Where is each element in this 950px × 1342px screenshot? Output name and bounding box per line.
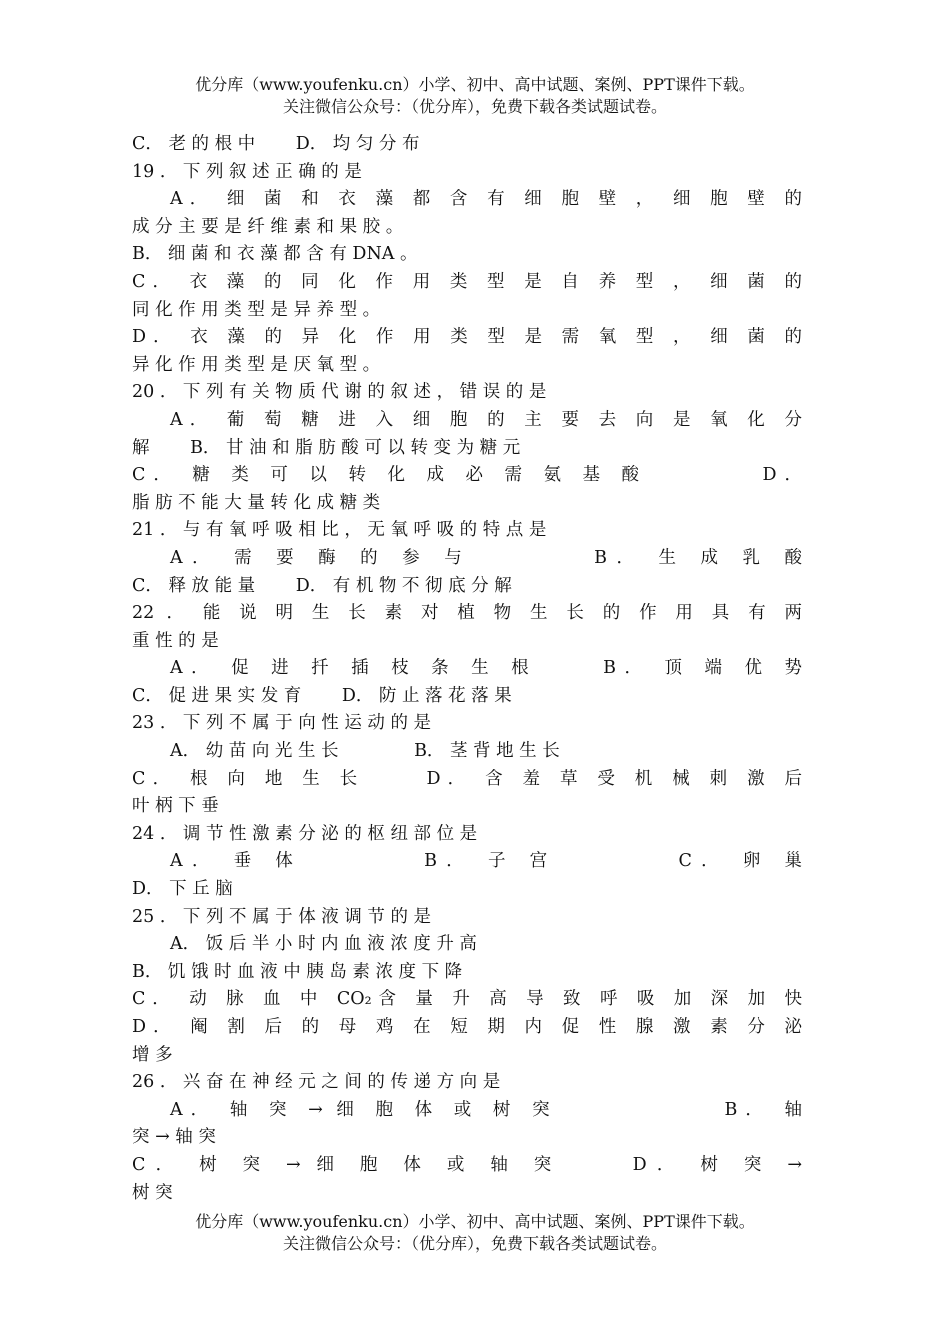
text-line: A． 垂 体 B． 子 宫 C． 卵 巢 xyxy=(170,851,802,872)
page-header xyxy=(0,74,950,118)
text-line: C． 衣 藻 的 同 化 作 用 类 型 是 自 养 型 ， 细 菌 的 xyxy=(132,271,802,292)
text-line: D． 阉 割 后 的 母 鸡 在 短 期 内 促 性 腺 激 素 分 泌 xyxy=(132,1017,802,1037)
text-line: 树 突 xyxy=(132,1182,173,1203)
text-line: 异 化 作 用 类 型 是 厌 氧 型 。 xyxy=(132,354,381,375)
text-line: 20 ． 下 列 有 关 物 质 代 谢 的 叙 述 ， 错 误 的 是 xyxy=(132,382,547,403)
header-line-1: 优分库（www.youfenku.cn）小学、初中、高中试题、案例、PPT课件下载。 xyxy=(195,75,755,94)
text-line: 23 ． 下 列 不 属 于 向 性 运 动 的 是 xyxy=(132,713,432,734)
text-line: 同 化 作 用 类 型 是 异 养 型 。 xyxy=(132,299,381,320)
text-line: B． 细 菌 和 衣 藻 都 含 有 DNA 。 xyxy=(132,244,418,265)
text-line: 成 分 主 要 是 纤 维 素 和 果 胶 。 xyxy=(132,216,404,237)
text-line: D． 下 丘 脑 xyxy=(132,879,233,900)
text-line: A． 细 菌 和 衣 藻 都 含 有 细 胞 壁 ， 细 胞 壁 的 xyxy=(170,189,802,210)
text-line: B． 饥 饿 时 血 液 中 胰 岛 素 浓 度 下 降 xyxy=(132,961,463,982)
text-line: A． 葡 萄 糖 进 入 细 胞 的 主 要 去 向 是 氧 化 分 xyxy=(170,409,802,430)
text-line: 26 ． 兴 奋 在 神 经 元 之 间 的 传 递 方 向 是 xyxy=(132,1072,501,1093)
text-line: 24 ． 调 节 性 激 素 分 泌 的 枢 纽 部 位 是 xyxy=(132,823,478,844)
header-line-2: 关注微信公众号：（优分库），免费下载各类试题试卷。 xyxy=(282,97,667,116)
text-line: C． 动 脉 血 中 CO₂含 量 升 高 导 致 呼 吸 加 深 加 快 xyxy=(132,989,802,1010)
question-body xyxy=(132,131,802,1207)
text-line: 19 ． 下 列 叙 述 正 确 的 是 xyxy=(132,161,362,182)
text-line: 21 ． 与 有 氧 呼 吸 相 比 ， 无 氧 呼 吸 的 特 点 是 xyxy=(132,520,547,541)
text-line: 22 ． 能 说 明 生 长 素 对 植 物 生 长 的 作 用 具 有 两 xyxy=(132,603,802,624)
text-line: C． 促 进 果 实 发 育 D． 防 止 落 花 落 果 xyxy=(132,685,512,706)
text-line: C． 老 的 根 中 D． 均 匀 分 布 xyxy=(132,134,420,154)
text-line: 突 → 轴 突 xyxy=(132,1127,216,1148)
text-line: A． 饭 后 半 小 时 内 血 液 浓 度 升 高 xyxy=(170,934,477,955)
footer-line-1: 优分库（www.youfenku.cn）小学、初中、高中试题、案例、PPT课件下载。 xyxy=(195,1212,755,1231)
footer-line-2: 关注微信公众号：（优分库），免费下载各类试题试卷。 xyxy=(282,1234,667,1253)
text-line: 叶 柄 下 垂 xyxy=(132,796,219,817)
text-line: D． 衣 藻 的 异 化 作 用 类 型 是 需 氧 型 ， 细 菌 的 xyxy=(132,327,802,348)
text-line: C． 释 放 能 量 D． 有 机 物 不 彻 底 分 解 xyxy=(132,575,512,596)
text-line: C． 糖 类 可 以 转 化 成 必 需 氨 基 酸 D． xyxy=(132,465,802,486)
text-line: A． 幼 苗 向 光 生 长 B． 茎 背 地 生 长 xyxy=(170,741,560,762)
text-line: A． 需 要 酶 的 参 与 B． 生 成 乳 酸 xyxy=(170,547,802,568)
text-line: A． 轴 突 → 细 胞 体 或 树 突 B． 轴 xyxy=(170,1099,802,1120)
text-line: C． 树 突 → 细 胞 体 或 轴 突 D． 树 突 → xyxy=(132,1154,802,1175)
text-line: A． 促 进 扦 插 枝 条 生 根 B． 顶 端 优 势 xyxy=(170,658,802,679)
text-line: 25 ． 下 列 不 属 于 体 液 调 节 的 是 xyxy=(132,906,432,927)
text-line: C． 根 向 地 生 长 D． 含 羞 草 受 机 械 刺 激 后 xyxy=(132,768,802,789)
text-line: 增 多 xyxy=(132,1044,173,1065)
page-footer xyxy=(0,1211,950,1255)
text-line: 解 B． 甘 油 和 脂 肪 酸 可 以 转 变 为 糖 元 xyxy=(132,437,521,458)
text-line: 脂 肪 不 能 大 量 转 化 成 糖 类 xyxy=(132,492,381,513)
text-line: 重 性 的 是 xyxy=(132,630,219,651)
